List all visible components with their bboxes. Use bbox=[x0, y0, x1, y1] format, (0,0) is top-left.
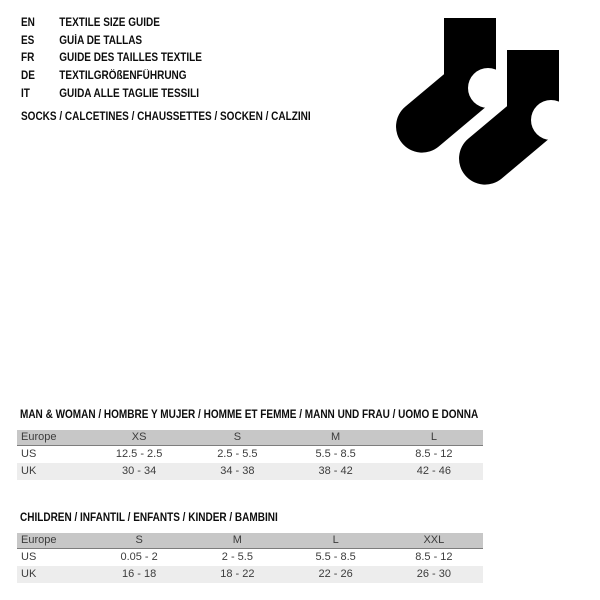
size-cell: 26 - 30 bbox=[416, 568, 451, 581]
size-cell: 0.05 - 2 bbox=[120, 551, 158, 563]
table-row bbox=[17, 463, 483, 481]
size-cell: 8.5 - 12 bbox=[415, 448, 453, 460]
table-row bbox=[17, 445, 483, 463]
language-code: ES bbox=[21, 34, 35, 47]
column-header: M bbox=[232, 534, 242, 547]
row-label: UK bbox=[21, 568, 37, 581]
language-label: GUIDA ALLE TAGLIE TESSILI bbox=[59, 87, 199, 100]
category-line bbox=[21, 110, 354, 124]
column-header: S bbox=[233, 431, 242, 444]
row-label: UK bbox=[21, 465, 37, 478]
language-row bbox=[21, 33, 202, 51]
row-label: US bbox=[21, 448, 37, 460]
table-header-row bbox=[17, 430, 483, 445]
language-row bbox=[21, 86, 202, 104]
language-code: IT bbox=[21, 87, 30, 100]
size-cell: 18 - 22 bbox=[220, 568, 255, 581]
language-row bbox=[21, 15, 202, 33]
size-cell: 34 - 38 bbox=[220, 465, 255, 478]
size-cell: 16 - 18 bbox=[122, 568, 157, 581]
language-row bbox=[21, 68, 202, 86]
table-row bbox=[17, 548, 483, 566]
category-line-text: SOCKS / CALCETINES / CHAUSSETTES / SOCKEN / CALZINI bbox=[21, 111, 311, 123]
column-header: S bbox=[135, 534, 143, 547]
language-code: FR bbox=[21, 52, 35, 65]
children-section bbox=[17, 511, 483, 583]
language-row bbox=[21, 50, 202, 68]
table-row bbox=[17, 566, 483, 584]
children-size-table bbox=[17, 533, 483, 583]
column-header: L bbox=[430, 431, 437, 444]
size-cell: 8.5 - 12 bbox=[415, 551, 453, 563]
language-label: GUIDE DES TAILLES TEXTILE bbox=[59, 52, 202, 65]
size-cell: 5.5 - 8.5 bbox=[315, 448, 356, 460]
column-header: Europe bbox=[21, 431, 57, 444]
socks-icon bbox=[396, 12, 574, 192]
table-title-text: CHILDREN / INFANTIL / ENFANTS / KINDER / BAMBINI bbox=[20, 512, 278, 524]
size-cell: 22 - 26 bbox=[318, 568, 353, 581]
column-header: Europe bbox=[21, 534, 57, 547]
size-cell: 42 - 46 bbox=[416, 465, 451, 478]
man-woman-size-table bbox=[17, 430, 483, 480]
table-header-row bbox=[17, 533, 483, 548]
table-title-text: MAN & WOMAN / HOMBRE Y MUJER / HOMME ET FEMME / MANN UND FRAU / UOMO E DONNA bbox=[20, 409, 479, 421]
column-header: L bbox=[332, 534, 339, 547]
man-woman-section bbox=[17, 408, 483, 480]
column-header: XS bbox=[131, 431, 147, 444]
language-label: TEXTILGRÖßENFÜHRUNG bbox=[59, 70, 187, 83]
size-cell: 2.5 - 5.5 bbox=[217, 448, 258, 460]
row-label: US bbox=[21, 551, 37, 563]
language-label: GUÍA DE TALLAS bbox=[59, 34, 143, 47]
size-cell: 38 - 42 bbox=[318, 465, 353, 478]
size-cell: 30 - 34 bbox=[122, 465, 157, 478]
table-title bbox=[20, 511, 483, 525]
column-header: M bbox=[331, 431, 341, 444]
language-list bbox=[21, 15, 229, 103]
size-cell: 2 - 5.5 bbox=[221, 551, 253, 563]
language-label: TEXTILE SIZE GUIDE bbox=[59, 17, 160, 29]
language-code: DE bbox=[21, 70, 35, 83]
size-cell: 5.5 - 8.5 bbox=[315, 551, 356, 563]
table-title bbox=[20, 408, 483, 422]
language-code: EN bbox=[21, 17, 35, 29]
size-cell: 12.5 - 2.5 bbox=[115, 448, 163, 460]
column-header: XXL bbox=[423, 534, 445, 547]
